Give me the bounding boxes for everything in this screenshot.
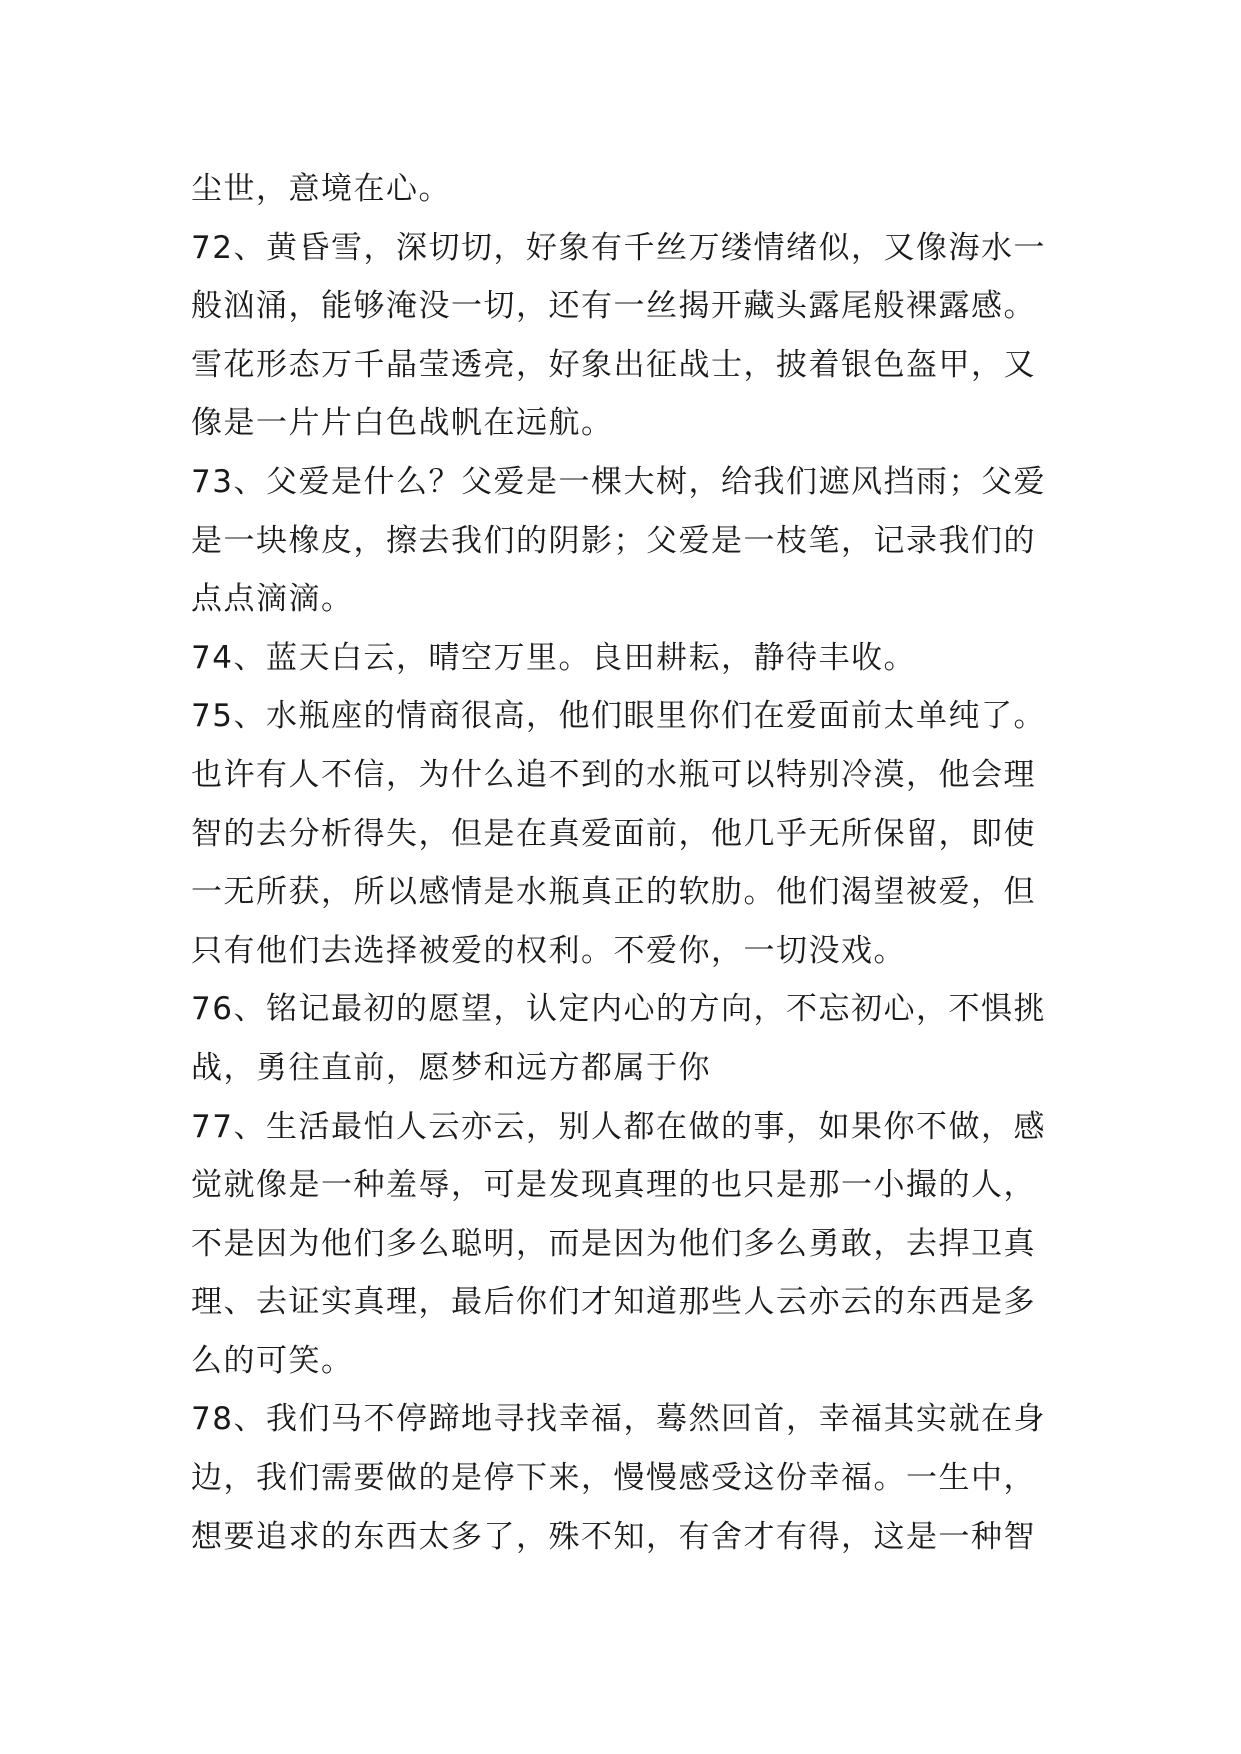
text-line: 75、水瓶座的情商很高，他们眼里你们在爱面前太单纯了。 bbox=[191, 698, 1046, 735]
text-line: 72、黄昏雪，深切切，好象有千丝万缕情绪似，又像海水一 bbox=[191, 229, 1046, 266]
text-line: 想要追求的东西太多了，殊不知，有舍才有得，这是一种智 bbox=[191, 1518, 1036, 1555]
text-line: 尘世，意境在心。 bbox=[191, 171, 451, 207]
text-line: 73、父爱是什么？父爱是一棵大树，给我们遮风挡雨；父爱 bbox=[191, 463, 1046, 500]
text-line: 一无所获，所以感情是水瓶真正的软肋。他们渴望被爱，但 bbox=[191, 874, 1036, 911]
text-line: 智的去分析得失，但是在真爱面前，他几乎无所保留，即使 bbox=[191, 815, 1036, 852]
text-line: 像是一片片白色战帆在远航。 bbox=[191, 405, 614, 442]
text-line: 战，勇往直前，愿梦和远方都属于你 bbox=[191, 1049, 711, 1086]
text-line: 74、蓝天白云，晴空万里。良田耕耘，静待丰收。 bbox=[191, 639, 916, 676]
text-line: 78、我们马不停蹄地寻找幸福，蓦然回首，幸福其实就在身 bbox=[191, 1401, 1046, 1438]
text-line: 76、铭记最初的愿望，认定内心的方向，不忘初心，不惧挑 bbox=[191, 991, 1046, 1028]
text-line: 也许有人不信，为什么追不到的水瓶可以特别冷漠，他会理 bbox=[191, 756, 1036, 793]
text-line: 不是因为他们多么聪明，而是因为他们多么勇敢，去捍卫真 bbox=[191, 1225, 1036, 1262]
text-line: 77、生活最怕人云亦云，别人都在做的事，如果你不做，感 bbox=[191, 1108, 1046, 1145]
text-line: 边，我们需要做的是停下来，慢慢感受这份幸福。一生中， bbox=[191, 1460, 1036, 1497]
document-body bbox=[191, 160, 1091, 1566]
text-line: 点点滴滴。 bbox=[191, 581, 354, 618]
text-line: 觉就像是一种羞辱，可是发现真理的也只是那一小撮的人， bbox=[191, 1167, 1036, 1204]
text-line: 般汹涌，能够淹没一切，还有一丝揭开藏头露尾般裸露感。 bbox=[191, 288, 1036, 325]
text-line: 理、去证实真理，最后你们才知道那些人云亦云的东西是多 bbox=[191, 1284, 1036, 1321]
text-line: 只有他们去选择被爱的权利。不爱你，一切没戏。 bbox=[191, 932, 906, 969]
text-line: 雪花形态万千晶莹透亮，好象出征战士，披着银色盔甲，又 bbox=[191, 346, 1036, 383]
text-line: 么的可笑。 bbox=[191, 1342, 354, 1379]
text-line: 是一块橡皮，擦去我们的阴影；父爱是一枝笔，记录我们的 bbox=[191, 522, 1036, 559]
